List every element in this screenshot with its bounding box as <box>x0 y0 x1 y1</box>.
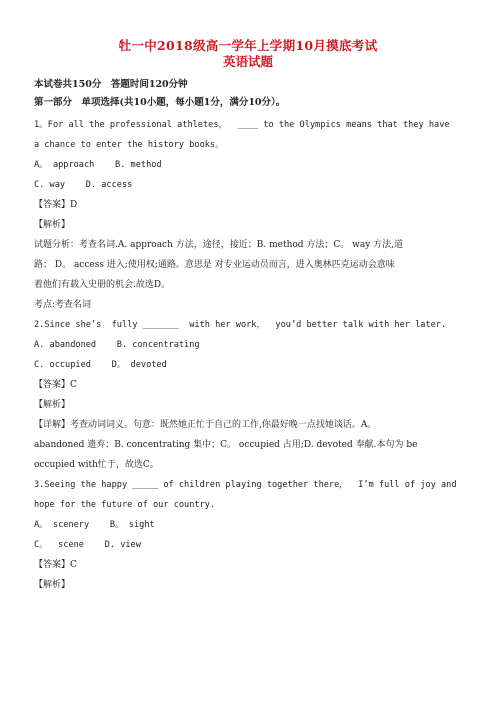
answer-label: 【答案】C <box>34 560 77 570</box>
question-stem-line: 3.Seeing the happy _____ of children playing together there， I’m full of joy and <box>34 480 457 490</box>
analysis-label: 【解析】 <box>34 400 71 410</box>
question-options: C. way D. access <box>34 180 133 190</box>
question-stem-line: 1。For all the professional athletes， ____ to the Olympics means that they have <box>34 120 450 130</box>
question-3 <box>34 475 462 595</box>
question-options: A. abandoned B. concentrating <box>34 340 200 350</box>
question-options: A。 scenery B。 sight <box>34 520 155 530</box>
exam-info: 本试卷共150分 答题时间120分钟 <box>34 79 188 90</box>
question-stem-line: 2.Since she’s fully _______ with her work， you’d better talk with her later. <box>34 320 447 330</box>
section-heading: 第一部分 单项选择(共10小题，每小题1分，满分10分）。 <box>34 97 286 108</box>
question-2 <box>34 315 462 475</box>
question-stem-line: a chance to enter the history books。 <box>34 140 224 150</box>
answer-label: 【答案】D <box>34 200 78 210</box>
question-options: C. occupied D。 devoted <box>34 360 167 370</box>
exam-subtitle: 英语试题 <box>222 54 273 69</box>
answer-label: 【答案】C <box>34 380 77 390</box>
analysis-text: 试题分析：考查名词.A. approach 方法，途径，接近；B. method 方法；C。 way 方法,道 <box>34 240 404 250</box>
exam-title: 牡一中2018级高一学年上学期10月摸底考试 <box>118 38 378 53</box>
analysis-label: 【解析】 <box>34 220 71 230</box>
analysis-text: abandoned 遗弃；B. concentrating 集中；C。 occupied 占用;D. devoted 奉献.本句为 be <box>34 440 418 450</box>
analysis-text: occupied with忙于，故选C。 <box>34 460 159 470</box>
analysis-text: 路； D。 access 进入;使用权;通路。意思是 对专业运动员而言，进入奥林匹克运动会意味 <box>34 260 395 270</box>
question-options: C。 scene D. view <box>34 540 141 550</box>
analysis-text: 着他们有载入史册的机会.故选D。 <box>34 280 171 290</box>
analysis-text: 【详解】考查动词词义。句意：既然她正忙于自己的工作,你最好晚一点找她谈话。A。 <box>34 420 377 430</box>
knowledge-point: 考点:考查名词 <box>34 300 92 310</box>
question-stem-line: hope for the future of our country. <box>34 500 216 510</box>
question-1 <box>34 115 462 315</box>
analysis-label: 【解析】 <box>34 580 71 590</box>
question-options: A。 approach B. method <box>34 160 162 170</box>
